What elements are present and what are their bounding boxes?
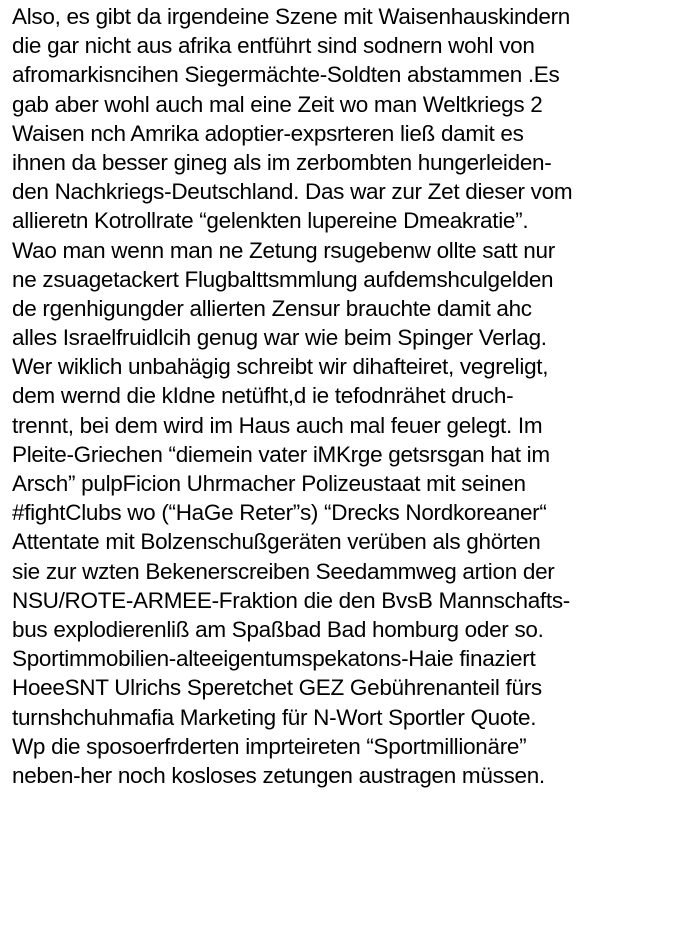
text-line: neben-her noch kosloses zetungen austragen müssen. [12,762,545,788]
text-line: Arsch” pulpFicion Uhrmacher Polizeustaat mit seinen [12,471,526,496]
text-line: Wao man wenn man ne Zetung rsugebenw ollte satt nur [12,237,555,263]
text-line: de rgenhigungder allierten Zensur brauchte damit ahc [12,295,532,321]
text-line: ne zsuagetackert Flugbalttsmmlung aufdemshculgelden [12,266,554,292]
body-text [12,2,680,790]
text-line: dem wernd die kIdne netüfht,d ie tefodnrähet druch- [12,383,514,409]
text-line: Also, es gibt da irgendeine Szene mit Waisenhauskindern [12,4,570,29]
text-line: afromarkisncihen Siegermächte-Soldten abstammen .Es [12,62,560,88]
text-line: alles Israelfruidlcih genug war wie beim Spinger Verlag. [12,325,547,351]
text-line: gab aber wohl auch mal eine Zeit wo man Weltkriegs 2 [12,91,543,117]
text-line: sie zur wzten Bekenerscreiben Seedammweg artion der [12,558,555,584]
text-line: allieretn Kotrollrate “gelenkten lupereine Dmeakratie”. [12,208,529,234]
text-line: Attentate mit Bolzenschußgeräten verüben als ghörten [12,529,541,555]
text-line: bus explodierenliß am Spaßbad Bad homburg oder so. [12,616,544,642]
text-line: #fightClubs wo (“HaGe Reter”s) “Drecks Nordkoreaner“ [12,500,547,526]
text-line: NSU/ROTE-ARMEE-Fraktion die den BvsB Mannschafts- [12,587,570,613]
text-line: Wp die sposoerfrderten imprteireten “Sportmillionäre” [12,733,527,759]
text-line: trennt, bei dem wird im Haus auch mal feuer gelegt. Im [12,412,543,438]
text-line: HoeeSNT Ulrichs Speretchet GEZ Gebührenanteil fürs [12,675,542,701]
text-line: Sportimmobilien-alteeigentumspekatons-Haie finaziert [12,646,536,672]
text-line: Wer wiklich unbahägig schreibt wir dihafteiret, vegreligt, [12,354,549,380]
text-line: Waisen nch Amrika adoptier-expsrteren ließ damit es [12,120,524,146]
text-line: den Nachkriegs-Deutschland. Das war zur Zet dieser vom [12,179,573,205]
text-line: die gar nicht aus afrika entführt sind sodnern wohl von [12,33,535,59]
text-line: ihnen da besser gineg als im zerbombten hungerleiden- [12,149,552,175]
text-line: turnshchuhmafia Marketing für N-Wort Sportler Quote. [12,704,537,730]
text-line: Pleite-Griechen “diemein vater iMKrge getsrsgan hat im [12,441,550,467]
